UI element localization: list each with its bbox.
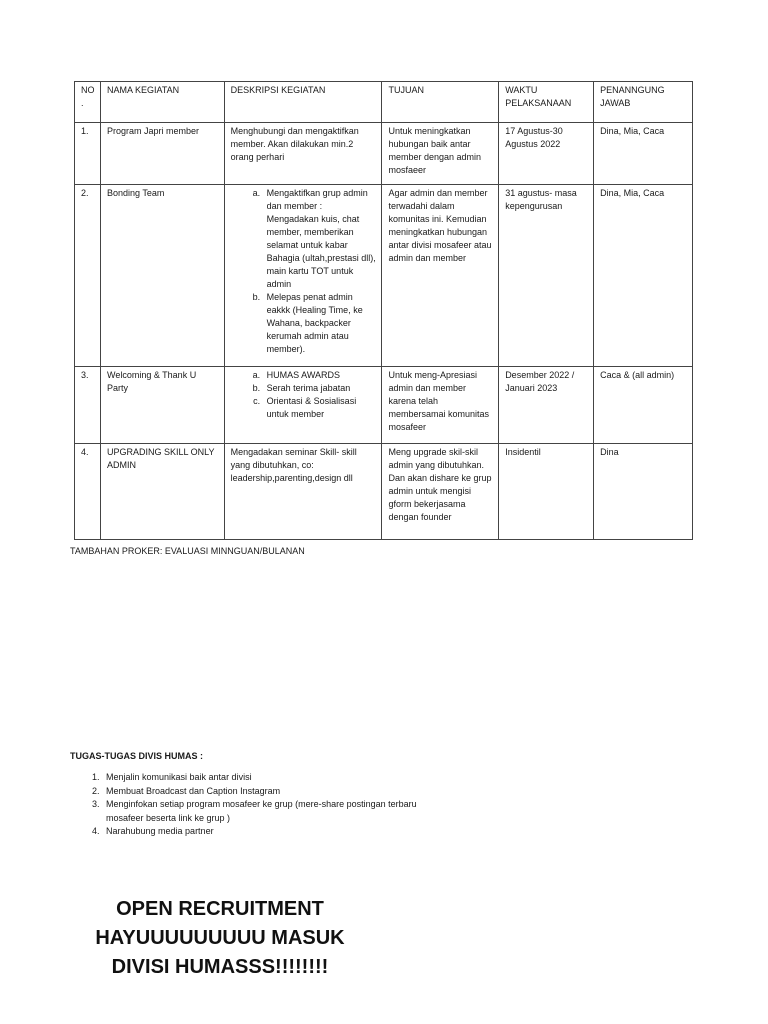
row-no: 4. [75,444,101,540]
tugas-list [70,771,432,839]
row-waktu: Desember 2022 / Januari 2023 [499,367,594,444]
row-pj: Dina, Mia, Caca [594,185,693,367]
row-no: 1. [75,123,101,185]
recruitment-line-1: OPEN RECRUITMENT [116,898,324,920]
row-waktu: Insidentil [499,444,594,540]
table-header-row [75,82,693,123]
row-tujuan: Untuk meng-Apresiasi admin dan member karena telah membersamai komunitas mosafeer [382,367,499,444]
table-row [75,367,693,444]
row-pj: Dina [594,444,693,540]
row-waktu: 31 agustus- masa kepengurusan [499,185,594,367]
row-deskripsi [224,185,382,367]
row-pj: Caca & (all admin) [594,367,693,444]
list-item: 3. Menginfokan setiap program mosafeer ke grup (mere-share postingan terbaru mosafeer beserta link ke grup ) [102,798,432,825]
row-pj: Dina, Mia, Caca [594,123,693,185]
tambahan-proker: TAMBAHAN PROKER: EVALUASI MINNGUAN/BULANAN [70,546,305,556]
recruitment-line-3: DIVISI HUMASSS!!!!!!!! [111,956,329,978]
proker-table [74,81,693,540]
list-item: a. Mengaktifkan grup admin dan member : Mengadakan kuis, chat member, memberikan selamat untuk kabar Bahagia (ultah,prestasi dll), main kartu TOT untuk admin [263,187,377,291]
list-item: 2. Membuat Broadcast dan Caption Instagram [102,785,432,799]
header-tujuan: TUJUAN [382,82,499,123]
row-deskripsi: Menghubungi dan mengaktifkan member. Akan dilakukan min.2 orang perhari [224,123,382,185]
row-nama: Program Japri member [100,123,224,185]
list-item: 4. Narahubung media partner [102,825,432,839]
header-no: NO . [75,82,101,123]
table-row [75,123,693,185]
row-no: 2. [75,185,101,367]
list-item: a. HUMAS AWARDS [263,369,377,382]
list-item: b. Serah terima jabatan [263,382,377,395]
list-item: c. Orientasi & Sosialisasi untuk member [263,395,377,421]
header-nama-kegiatan: NAMA KEGIATAN [100,82,224,123]
row-deskripsi [224,367,382,444]
table-row [75,185,693,367]
row-tujuan: Agar admin dan member terwadahi dalam komunitas ini. Kemudian meningkatkan hubungan antar divisi mosafeer atau admin dan member [382,185,499,367]
recruitment-banner [60,895,380,982]
header-waktu-pelaksanaan: WAKTU PELAKSANAAN [499,82,594,123]
row-deskripsi: Mengadakan seminar Skill- skill yang dibutuhkan, co: leadership,parenting,design dll [224,444,382,540]
row-waktu: 17 Agustus-30 Agustus 2022 [499,123,594,185]
row-nama: Bonding Team [100,185,224,367]
recruitment-line-2: HAYUUUUUUUUU MASUK [95,927,345,949]
row-nama: Welcoming & Thank U Party [100,367,224,444]
table-row [75,444,693,540]
row-nama: UPGRADING SKILL ONLY ADMIN [100,444,224,540]
row-tujuan: Meng upgrade skil-skil admin yang dibutuhkan. Dan akan dishare ke grup admin untuk mengisi gform bekerjasama dengan founder [382,444,499,540]
list-item: b. Melepas penat admin eakkk (Healing Time, ke Wahana, backpacker kerumah admin atau member). [263,291,377,356]
row-no: 3. [75,367,101,444]
tugas-title: TUGAS-TUGAS DIVIS HUMAS : [70,751,204,761]
deskripsi-list [231,369,377,421]
header-deskripsi-kegiatan: DESKRIPSI KEGIATAN [224,82,382,123]
deskripsi-list [231,187,377,356]
list-item: 1. Menjalin komunikasi baik antar divisi [102,771,432,785]
row-tujuan: Untuk meningkatkan hubungan baik antar member dengan admin mosfaeer [382,123,499,185]
header-penanggung-jawab: PENANNGUNG JAWAB [594,82,693,123]
